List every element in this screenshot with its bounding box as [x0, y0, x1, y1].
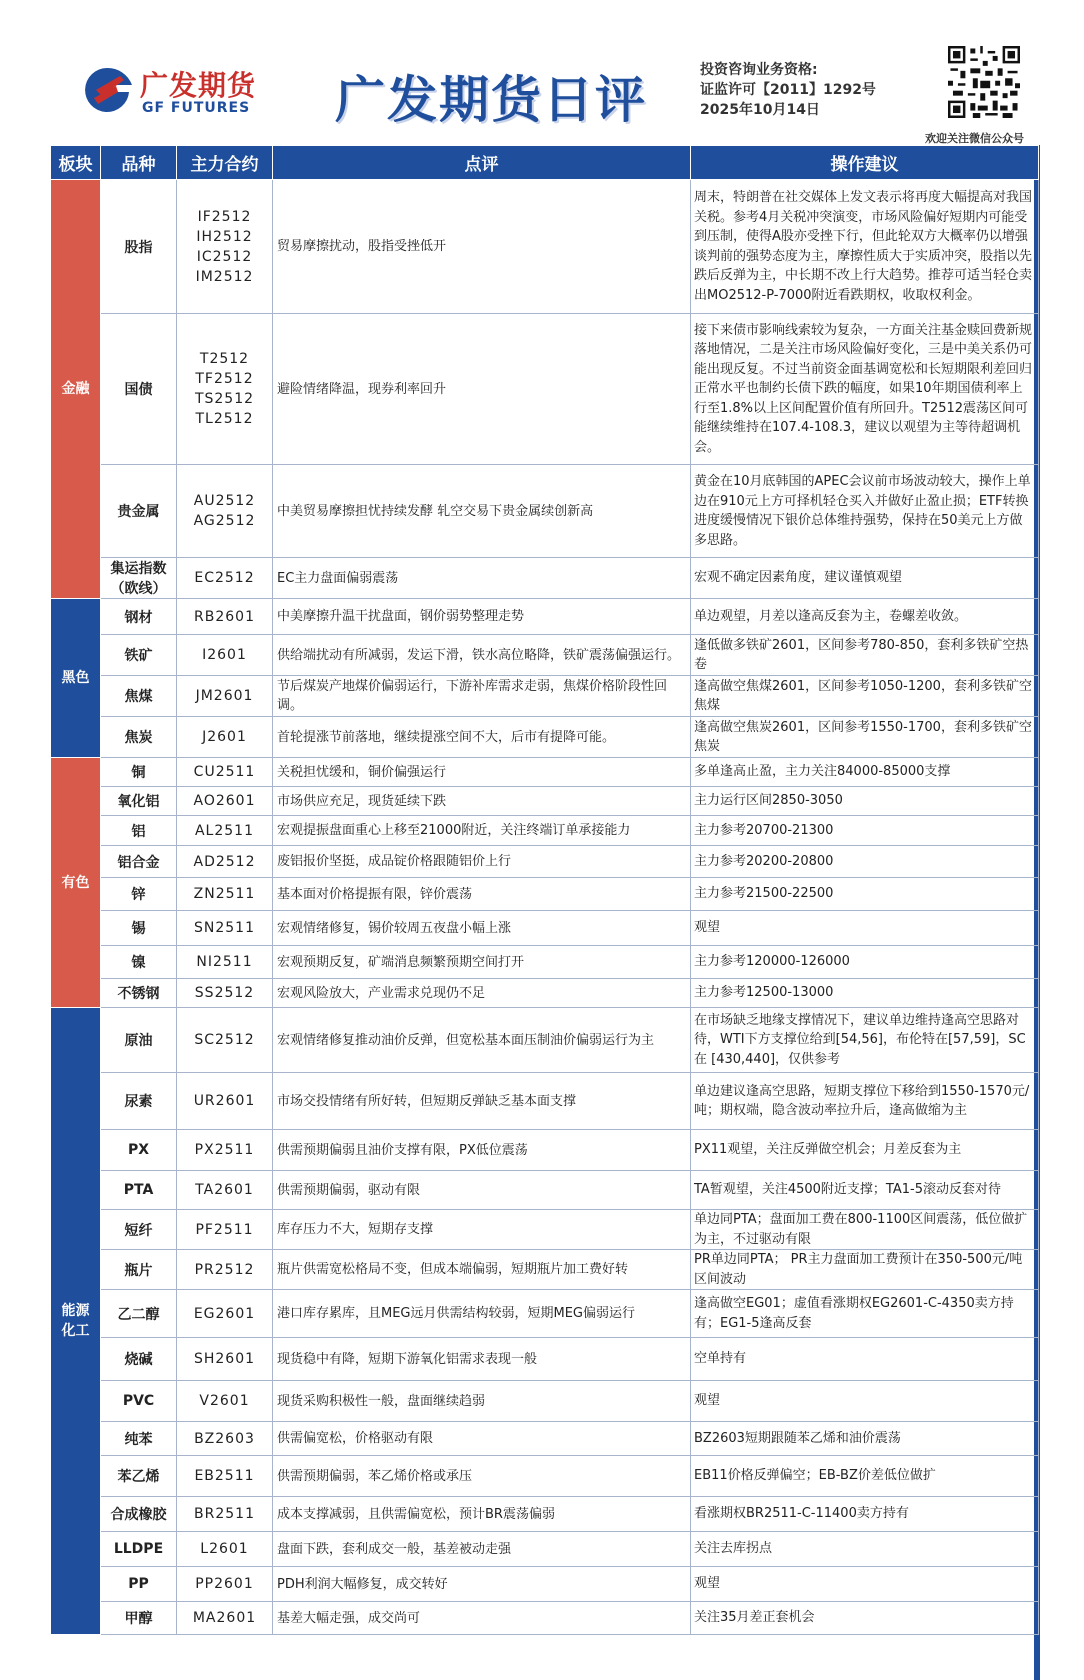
advice-cell: 观望: [691, 911, 1039, 946]
contract-cell: ZN2511: [177, 878, 273, 911]
variety-cell: LLDPE: [101, 1532, 177, 1567]
advice-cell: 单边观望，月差以逢高反套为主，卷螺差收敛。: [691, 599, 1039, 635]
table-row: [51, 1250, 1039, 1290]
variety-cell: 集运指数 （欧线）: [101, 558, 177, 599]
table-row: [51, 1456, 1039, 1497]
comment-cell: 宏观情绪修复推动油价反弹，但宽松基本面压制油价偏弱运行为主: [273, 1008, 691, 1073]
advice-cell: 观望: [691, 1381, 1039, 1422]
variety-cell: PTA: [101, 1171, 177, 1210]
advice-cell: PR单边同PTA； PR主力盘面加工费预计在350-500元/吨区间波动: [691, 1250, 1039, 1290]
daily-review-table: [50, 145, 1038, 1635]
variety-cell: PP: [101, 1567, 177, 1602]
contract-cell: I2601: [177, 635, 273, 676]
advice-cell: 多单逢高止盈，主力关注84000-85000支撑: [691, 758, 1039, 787]
table-row: [51, 465, 1039, 558]
comment-cell: 宏观情绪修复，锡价较周五夜盘小幅上涨: [273, 911, 691, 946]
header-contract: 主力合约: [177, 146, 273, 180]
table-row: [51, 846, 1039, 878]
header-advice: 操作建议: [691, 146, 1039, 180]
advice-cell: 单边建议逢高空思路，短期支撑位下移给到1550-1570元/吨；期权端，隐含波动率拉升后，逢高做缩为主: [691, 1073, 1039, 1130]
comment-cell: 港口库存累库，且MEG远月供需结构较弱，短期MEG偏弱运行: [273, 1290, 691, 1338]
advice-cell: 主力参考20700-21300: [691, 816, 1039, 846]
table-row: [51, 1210, 1039, 1250]
table-row: [51, 314, 1039, 465]
contract-cell: AU2512 AG2512: [177, 465, 273, 558]
comment-cell: 盘面下跌，套利成交一般，基差被动走强: [273, 1532, 691, 1567]
comment-cell: 宏观风险放大，产业需求兑现仍不足: [273, 979, 691, 1008]
wechat-qr-code-icon: [948, 46, 1020, 118]
contract-cell: T2512 TF2512 TS2512 TL2512: [177, 314, 273, 465]
comment-cell: 宏观预期反复，矿端消息频繁预期空间打开: [273, 946, 691, 979]
comment-cell: 市场交投情绪有所好转，但短期反弹缺乏基本面支撑: [273, 1073, 691, 1130]
comment-cell: 现货稳中有降，短期下游氧化铝需求表现一般: [273, 1338, 691, 1381]
variety-cell: 股指: [101, 180, 177, 314]
certification-info: [700, 60, 876, 120]
variety-cell: 氧化铝: [101, 787, 177, 816]
review-table: [50, 145, 1039, 1635]
table-row: [51, 816, 1039, 846]
table-body: [51, 180, 1039, 1635]
contract-cell: BZ2603: [177, 1422, 273, 1456]
variety-cell: 锌: [101, 878, 177, 911]
advice-cell: 周末，特朗普在社交媒体上发文表示将再度大幅提高对我国关税。参考4月关税冲突演变，市场风险偏好短期内可能受到压制，使得A股亦受挫下行，但此轮双方大概率仍以增强谈判前的强势态度为主，摩擦性质大于实质冲突，股指以先跌后反弹为主，中长期不改上行大趋势。推荐可适当轻仓卖出MO2512-P-7000附近看跌期权，收取权利金。: [691, 180, 1039, 314]
contract-cell: CU2511: [177, 758, 273, 787]
header-sector: 板块: [51, 146, 101, 180]
contract-cell: J2601: [177, 717, 273, 758]
table-row: [51, 946, 1039, 979]
advice-cell: 单边同PTA；盘面加工费在800-1100区间震荡，低位做扩为主，不过驱动有限: [691, 1210, 1039, 1250]
variety-cell: 甲醇: [101, 1602, 177, 1635]
comment-cell: 首轮提涨节前落地，继续提涨空间不大，后市有提降可能。: [273, 717, 691, 758]
advice-cell: 逢低做多铁矿2601，区间参考780-850，套利多铁矿空热卷: [691, 635, 1039, 676]
cert-line-2: 证监许可【2011】1292号: [700, 82, 876, 98]
variety-cell: 铝合金: [101, 846, 177, 878]
table-row: [51, 1073, 1039, 1130]
variety-cell: 钢材: [101, 599, 177, 635]
variety-cell: 铜: [101, 758, 177, 787]
contract-cell: PX2511: [177, 1130, 273, 1171]
contract-cell: TA2601: [177, 1171, 273, 1210]
sector-cell: 金融: [51, 180, 101, 599]
variety-cell: 贵金属: [101, 465, 177, 558]
comment-cell: 现货采购积极性一般，盘面继续趋弱: [273, 1381, 691, 1422]
contract-cell: IF2512 IH2512 IC2512 IM2512: [177, 180, 273, 314]
variety-cell: 烧碱: [101, 1338, 177, 1381]
table-row: [51, 1422, 1039, 1456]
comment-cell: 关税担忧缓和，铜价偏强运行: [273, 758, 691, 787]
contract-cell: PP2601: [177, 1567, 273, 1602]
variety-cell: 国债: [101, 314, 177, 465]
comment-cell: 供需偏宽松，价格驱动有限: [273, 1422, 691, 1456]
sector-cell: 黑色: [51, 599, 101, 758]
comment-cell: 中美摩擦升温干扰盘面，钢价弱势整理走势: [273, 599, 691, 635]
advice-cell: 空单持有: [691, 1338, 1039, 1381]
gf-futures-logo: [80, 62, 266, 118]
table-row: [51, 180, 1039, 314]
contract-cell: PR2512: [177, 1250, 273, 1290]
table-row: [51, 1381, 1039, 1422]
comment-cell: 中美贸易摩擦担忧持续发酵 轧空交易下贵金属续创新高: [273, 465, 691, 558]
contract-cell: RB2601: [177, 599, 273, 635]
table-header-row: [51, 146, 1039, 180]
variety-cell: 镍: [101, 946, 177, 979]
advice-cell: 宏观不确定因素角度，建议谨慎观望: [691, 558, 1039, 599]
table-row: [51, 979, 1039, 1008]
comment-cell: 避险情绪降温，现券利率回升: [273, 314, 691, 465]
contract-cell: PF2511: [177, 1210, 273, 1250]
advice-cell: 接下来债市影响线索较为复杂，一方面关注基金赎回费新规落地情况，二是关注市场风险偏好变化，三是中美关系仍可能出现反复。不过当前资金面基调宽松和长短期限利差回归正常水平也制约长债下跌的幅度，如果10年期国债利率上行至1.8%以上区间配置价值有所回升。T2512震荡区间可能继续维持在107.4-108.3，建议以观望为主等待超调机会。: [691, 314, 1039, 465]
comment-cell: 库存压力不大，短期存支撑: [273, 1210, 691, 1250]
contract-cell: SN2511: [177, 911, 273, 946]
advice-cell: 主力运行区间2850-3050: [691, 787, 1039, 816]
comment-cell: 废铝报价坚挺，成品锭价格跟随铝价上行: [273, 846, 691, 878]
comment-cell: 节后煤炭产地煤价偏弱运行，下游补库需求走弱，焦煤价格阶段性回调。: [273, 676, 691, 717]
variety-cell: 铝: [101, 816, 177, 846]
variety-cell: PVC: [101, 1381, 177, 1422]
table-row: [51, 787, 1039, 816]
table-row: [51, 1602, 1039, 1635]
comment-cell: 供给端扰动有所减弱，发运下滑，铁水高位略降，铁矿震荡偏强运行。: [273, 635, 691, 676]
header-variety: 品种: [101, 146, 177, 180]
sector-cell: 能源 化工: [51, 1008, 101, 1635]
table-row: [51, 1290, 1039, 1338]
table-row: [51, 911, 1039, 946]
advice-cell: PX11观望，关注反弹做空机会；月差反套为主: [691, 1130, 1039, 1171]
report-date: 2025年10月14日: [700, 102, 820, 118]
contract-cell: SH2601: [177, 1338, 273, 1381]
comment-cell: 基差大幅走强，成交尚可: [273, 1602, 691, 1635]
variety-cell: 原油: [101, 1008, 177, 1073]
advice-cell: 主力参考12500-13000: [691, 979, 1039, 1008]
comment-cell: 宏观提振盘面重心上移至21000附近，关注终端订单承接能力: [273, 816, 691, 846]
logo-text-cn: 广发期货: [140, 69, 257, 102]
comment-cell: PDH利润大幅修复，成交转好: [273, 1567, 691, 1602]
variety-cell: 瓶片: [101, 1250, 177, 1290]
advice-cell: 逢高做空焦炭2601，区间参考1550-1700，套利多铁矿空焦炭: [691, 717, 1039, 758]
table-row: [51, 1567, 1039, 1602]
contract-cell: UR2601: [177, 1073, 273, 1130]
table-row: [51, 599, 1039, 635]
table-row: [51, 758, 1039, 787]
advice-cell: 观望: [691, 1567, 1039, 1602]
variety-cell: 焦煤: [101, 676, 177, 717]
variety-cell: 纯苯: [101, 1422, 177, 1456]
table-row: [51, 635, 1039, 676]
logo-text-en: GF FUTURES: [142, 100, 251, 116]
comment-cell: 供需预期偏弱，苯乙烯价格或承压: [273, 1456, 691, 1497]
table-row: [51, 1532, 1039, 1567]
contract-cell: L2601: [177, 1532, 273, 1567]
sector-cell: 有色: [51, 758, 101, 1008]
contract-cell: EG2601: [177, 1290, 273, 1338]
qr-caption: 欢迎关注微信公众号: [925, 132, 1024, 145]
table-row: [51, 1497, 1039, 1532]
variety-cell: 尿素: [101, 1073, 177, 1130]
variety-cell: 乙二醇: [101, 1290, 177, 1338]
contract-cell: V2601: [177, 1381, 273, 1422]
table-row: [51, 1008, 1039, 1073]
contract-cell: AO2601: [177, 787, 273, 816]
advice-cell: 主力参考20200-20800: [691, 846, 1039, 878]
table-row: [51, 717, 1039, 758]
table-row: [51, 558, 1039, 599]
advice-cell: 关注去库拐点: [691, 1532, 1039, 1567]
comment-cell: 成本支撑减弱，且供需偏宽松，预计BR震荡偏弱: [273, 1497, 691, 1532]
contract-cell: AD2512: [177, 846, 273, 878]
comment-cell: 瓶片供需宽松格局不变，但成本端偏弱，短期瓶片加工费好转: [273, 1250, 691, 1290]
table-row: [51, 676, 1039, 717]
contract-cell: NI2511: [177, 946, 273, 979]
variety-cell: 不锈钢: [101, 979, 177, 1008]
advice-cell: 主力参考21500-22500: [691, 878, 1039, 911]
table-row: [51, 1171, 1039, 1210]
comment-cell: 基本面对价格提振有限，锌价震荡: [273, 878, 691, 911]
advice-cell: BZ2603短期跟随苯乙烯和油价震荡: [691, 1422, 1039, 1456]
contract-cell: MA2601: [177, 1602, 273, 1635]
advice-cell: 黄金在10月底韩国的APEC会议前市场波动较大，操作上单边在910元上方可择机轻仓买入并做好止盈止损；ETF转换进度缓慢情况下银价总体维持强势，保持在50美元上方做多思路。: [691, 465, 1039, 558]
variety-cell: 合成橡胶: [101, 1497, 177, 1532]
comment-cell: 市场供应充足，现货延续下跌: [273, 787, 691, 816]
advice-cell: 关注35月差正套机会: [691, 1602, 1039, 1635]
table-row: [51, 1338, 1039, 1381]
variety-cell: 锡: [101, 911, 177, 946]
advice-cell: 看涨期权BR2511-C-11400卖方持有: [691, 1497, 1039, 1532]
variety-cell: PX: [101, 1130, 177, 1171]
report-header: [0, 0, 1084, 148]
advice-cell: TA暂观望，关注4500附近支撑；TA1-5滚动反套对待: [691, 1171, 1039, 1210]
contract-cell: BR2511: [177, 1497, 273, 1532]
header-comment: 点评: [273, 146, 691, 180]
contract-cell: JM2601: [177, 676, 273, 717]
contract-cell: AL2511: [177, 816, 273, 846]
comment-cell: 贸易摩擦扰动，股指受挫低开: [273, 180, 691, 314]
table-row: [51, 878, 1039, 911]
gf-logo-icon: [80, 64, 134, 116]
contract-cell: EC2512: [177, 558, 273, 599]
comment-cell: 供需预期偏弱且油价支撑有限，PX低位震荡: [273, 1130, 691, 1171]
variety-cell: 苯乙烯: [101, 1456, 177, 1497]
comment-cell: 供需预期偏弱，驱动有限: [273, 1171, 691, 1210]
advice-cell: 主力参考120000-126000: [691, 946, 1039, 979]
contract-cell: SS2512: [177, 979, 273, 1008]
advice-cell: 逢高做空焦煤2601，区间参考1050-1200，套利多铁矿空焦煤: [691, 676, 1039, 717]
cert-line-1: 投资咨询业务资格:: [700, 62, 818, 78]
variety-cell: 铁矿: [101, 635, 177, 676]
table-row: [51, 1130, 1039, 1171]
variety-cell: 焦炭: [101, 717, 177, 758]
variety-cell: 短纤: [101, 1210, 177, 1250]
advice-cell: 逢高做空EG01；虚值看涨期权EG2601-C-4350卖方持有；EG1-5逢高反套: [691, 1290, 1039, 1338]
comment-cell: EC主力盘面偏弱震荡: [273, 558, 691, 599]
advice-cell: 在市场缺乏地缘支撑情况下，建议单边维持逢高空思路对待，WTI下方支撑位给到[54,56]，布伦特在[57,59]，SC在 [430,440]，仅供参考: [691, 1008, 1039, 1073]
contract-cell: SC2512: [177, 1008, 273, 1073]
contract-cell: EB2511: [177, 1456, 273, 1497]
report-title: 广发期货日评: [335, 71, 647, 129]
advice-cell: EB11价格反弹偏空；EB-BZ价差低位做扩: [691, 1456, 1039, 1497]
